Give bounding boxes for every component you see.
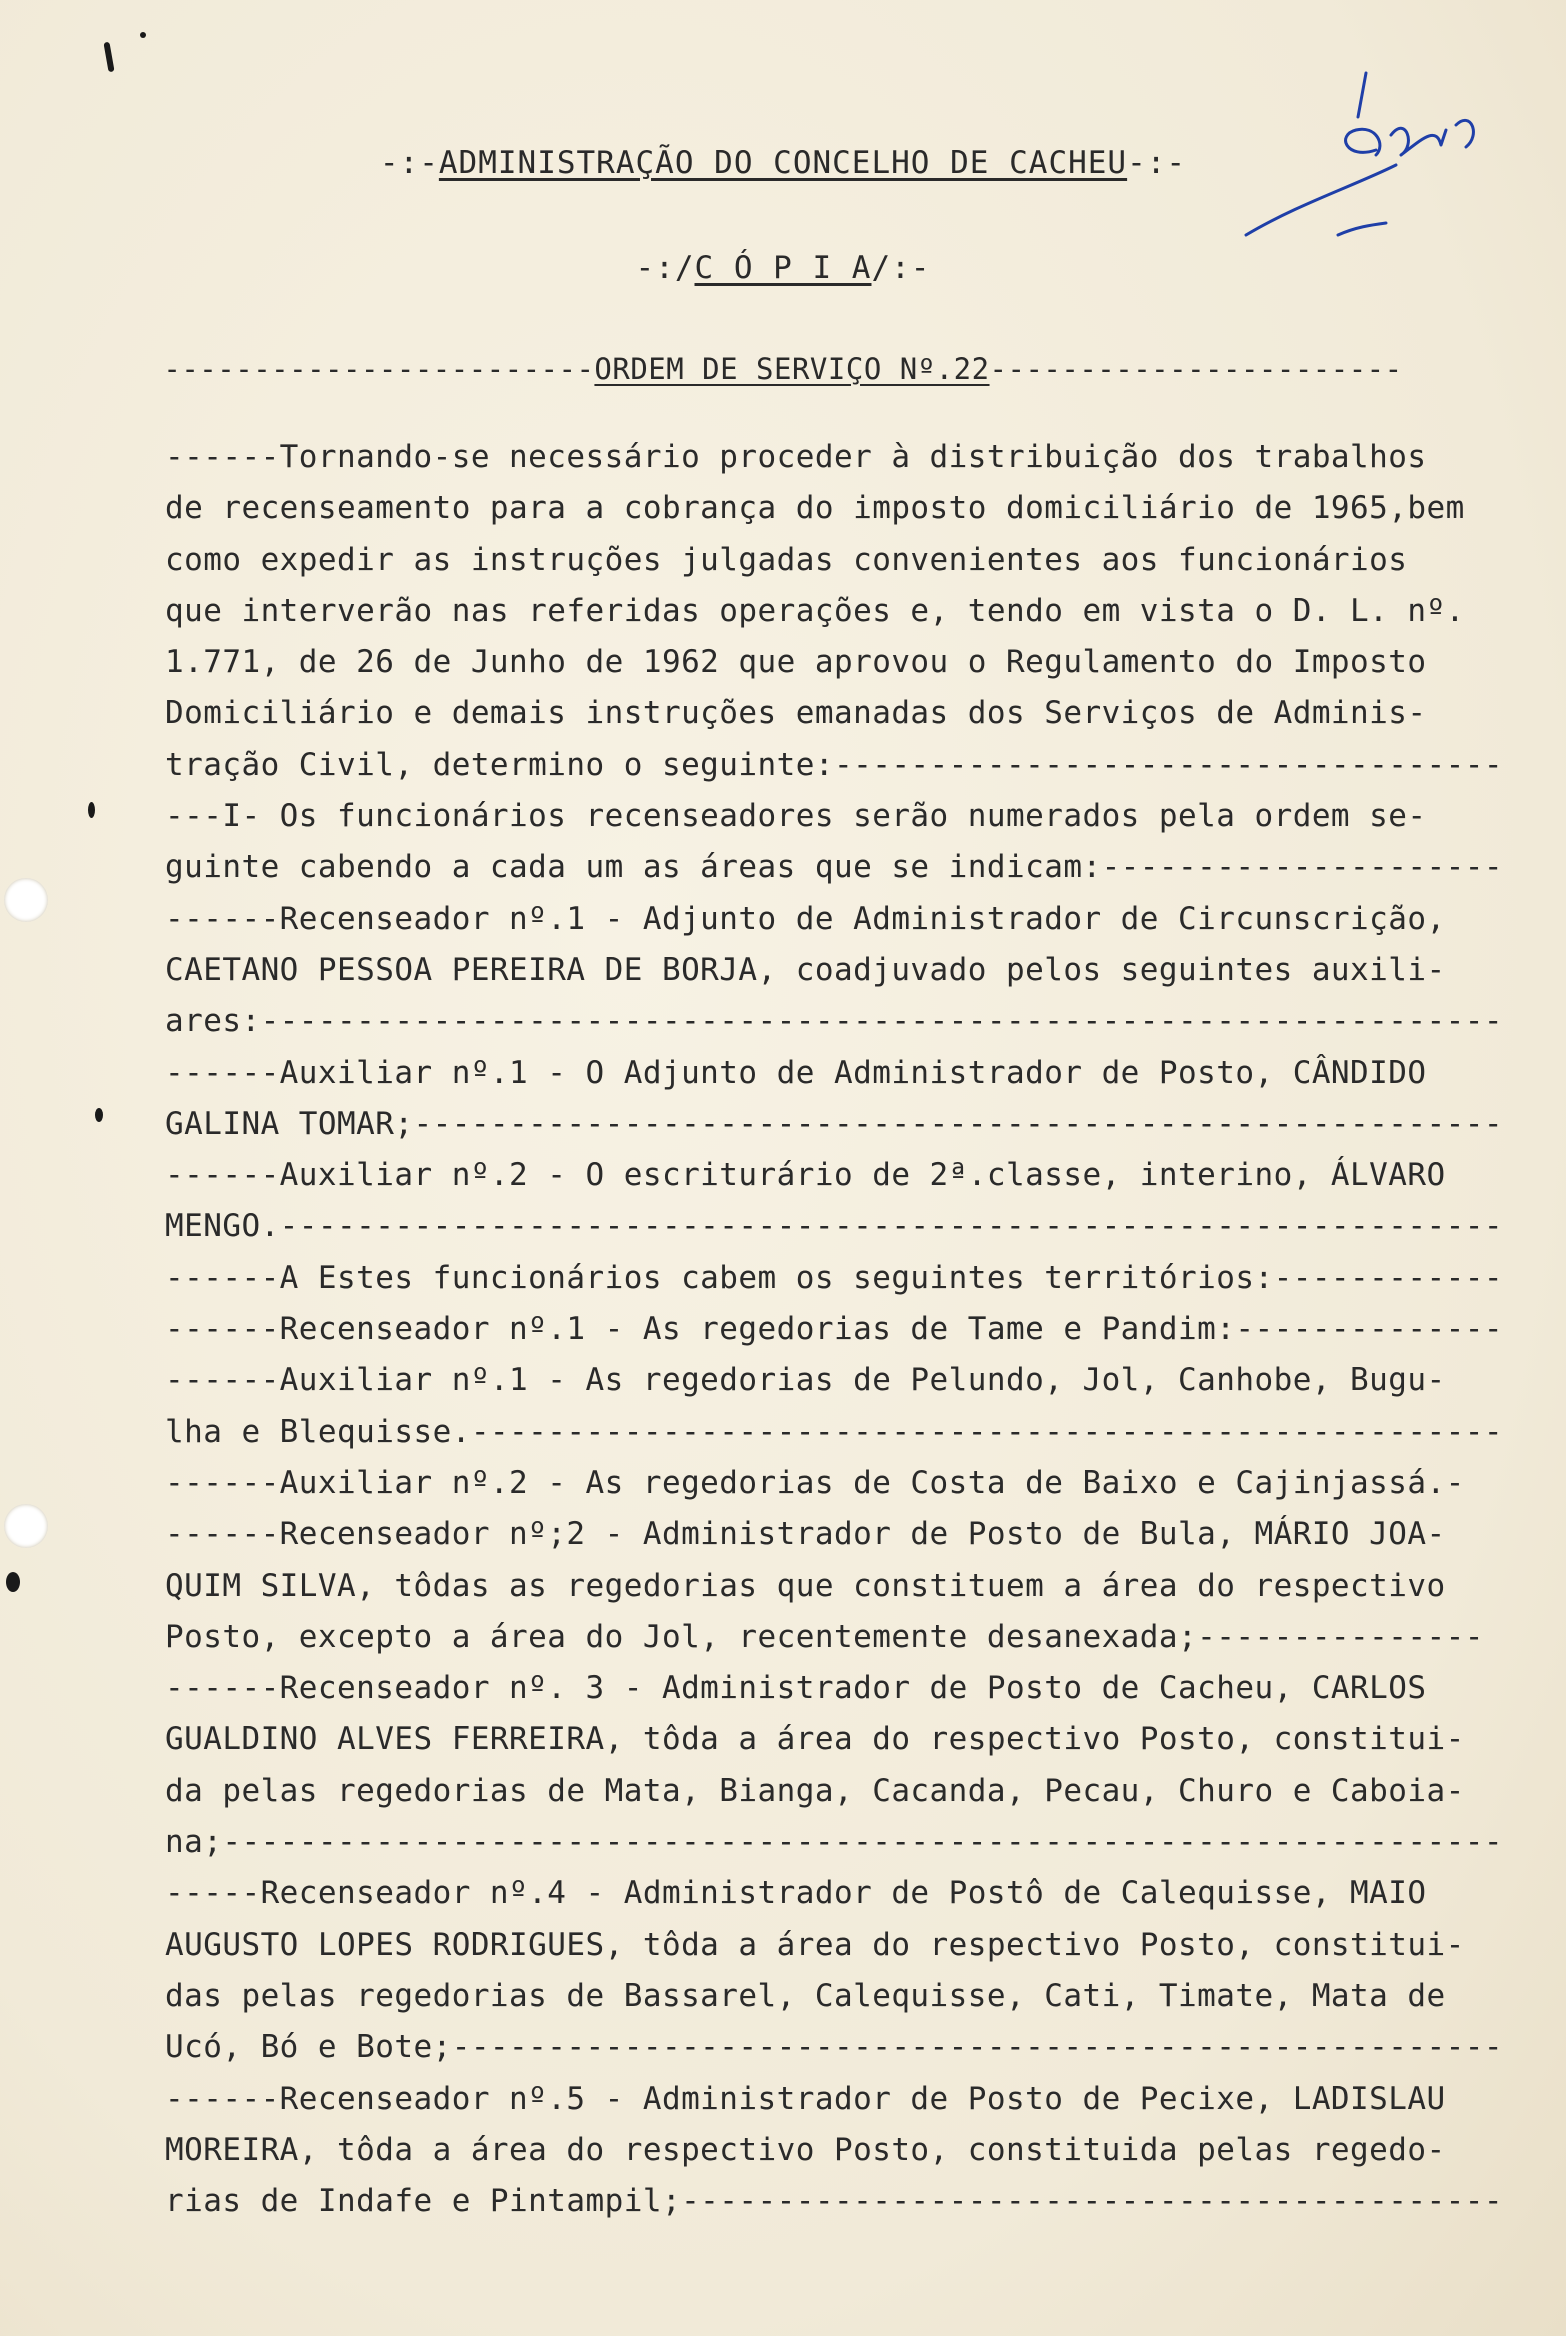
text-line: lha e Blequisse.------------------------------------------------------	[165, 1413, 1503, 1450]
text-line: tração Civil, determino o seguinte:-----------------------------------	[165, 746, 1503, 783]
text-line: ------Recenseador nº. 3 - Administrador de Posto de Cacheu, CARLOS	[165, 1670, 1427, 1707]
text-line: ------A Estes funcionários cabem os seguintes territórios:------------	[165, 1259, 1503, 1296]
text-line: ------Recenseador nº.5 - Administrador de Posto de Pecixe, LADISLAU	[165, 2080, 1446, 2117]
text-line: Posto, excepto a área do Jol, recentemente desanexada;---------------	[165, 1618, 1484, 1655]
text-line: da pelas regedorias de Mata, Bianga, Cacanda, Pecau, Churo e Caboia-	[165, 1772, 1465, 1809]
document-body	[165, 432, 1560, 2227]
text-line: ------Recenseador nº;2 - Administrador de Posto de Bula, MÁRIO JOA-	[165, 1516, 1446, 1553]
text-line: Domiciliário e demais instruções emanadas dos Serviços de Adminis-	[165, 695, 1427, 732]
ordem-title: ORDEM DE SERVIÇO Nº.22	[594, 352, 990, 386]
text-line: ------Auxiliar nº.2 - As regedorias de Costa de Baixo e Cajinjassá.-	[165, 1464, 1465, 1501]
text-line: das pelas regedorias de Bassarel, Calequisse, Cati, Timate, Mata de	[165, 1977, 1446, 2014]
punch-hole-bottom	[4, 1504, 48, 1548]
copia-heading: -:/C Ó P I A/:-	[635, 250, 931, 286]
copia-label: C Ó P I A	[694, 250, 872, 286]
text-line: MOREIRA, tôda a área do respectivo Posto, constituida pelas regedo-	[165, 2131, 1446, 2168]
ordem-heading: ------------------------ORDEM DE SERVIÇO Nº.22-----------------------	[163, 352, 1403, 386]
text-line: ------Recenseador nº.1 - Adjunto de Administrador de Circunscrição,	[165, 900, 1446, 937]
text-line: como expedir as instruções julgadas convenientes aos funcionários	[165, 541, 1408, 578]
ink-speck	[6, 1572, 20, 1592]
ink-speck	[103, 42, 114, 73]
text-line: GUALDINO ALVES FERREIRA, tôda a área do respectivo Posto, constitui-	[165, 1721, 1465, 1758]
text-line: que interverão nas referidas operações e, tendo em vista o D. L. nº.	[165, 592, 1465, 629]
ink-speck	[95, 1108, 103, 1122]
text-line: AUGUSTO LOPES RODRIGUES, tôda a área do respectivo Posto, constitui-	[165, 1926, 1465, 1963]
text-line: QUIM SILVA, tôdas as regedorias que constituem a área do respectivo	[165, 1567, 1446, 1604]
ink-speck	[88, 802, 95, 818]
text-line: ------Auxiliar nº.1 - As regedorias de Pelundo, Jol, Canhobe, Bugu-	[165, 1362, 1446, 1399]
text-line: ------Tornando-se necessário proceder à distribuição dos trabalhos	[165, 439, 1427, 475]
administration-title: ADMINISTRAÇÃO DO CONCELHO DE CACHEU	[438, 145, 1128, 181]
text-line: CAETANO PESSOA PEREIRA DE BORJA, coadjuvado pelos seguintes auxili-	[165, 951, 1446, 988]
text-line: Ucó, Bó e Bote;-------------------------------------------------------	[165, 2029, 1503, 2066]
punch-hole-top	[4, 878, 48, 922]
text-line: MENGO.----------------------------------------------------------------	[165, 1208, 1503, 1245]
text-line: GALINA TOMAR;---------------------------------------------------------	[165, 1105, 1503, 1142]
text-line: na;-------------------------------------------------------------------	[165, 1824, 1503, 1861]
text-line: -----Recenseador nº.4 - Administrador de Postô de Calequisse, MAIO	[165, 1875, 1427, 1912]
text-line: 1.771, de 26 de Junho de 1962 que aprovou o Regulamento do Imposto	[165, 644, 1427, 681]
text-line: ---I- Os funcionários recenseadores serão numerados pela ordem se-	[165, 798, 1427, 835]
ink-speck	[140, 32, 146, 38]
text-line: ------Recenseador nº.1 - As regedorias de Tame e Pandim:--------------	[165, 1311, 1503, 1348]
text-line: ares:-----------------------------------------------------------------	[165, 1003, 1503, 1040]
text-line: ------Auxiliar nº.1 - O Adjunto de Administrador de Posto, CÂNDIDO	[165, 1054, 1427, 1091]
text-line: de recenseamento para a cobrança do imposto domiciliário de 1965,bem	[165, 490, 1465, 527]
text-line: rias de Indafe e Pintampil;-------------------------------------------	[165, 2183, 1503, 2220]
text-line: guinte cabendo a cada um as áreas que se indicam:---------------------	[165, 849, 1503, 886]
administration-heading: -:-ADMINISTRAÇÃO DO CONCELHO DE CACHEU-:-	[379, 145, 1187, 181]
text-line: ------Auxiliar nº.2 - O escriturário de 2ª.classe, interino, ÁLVARO	[165, 1157, 1446, 1194]
